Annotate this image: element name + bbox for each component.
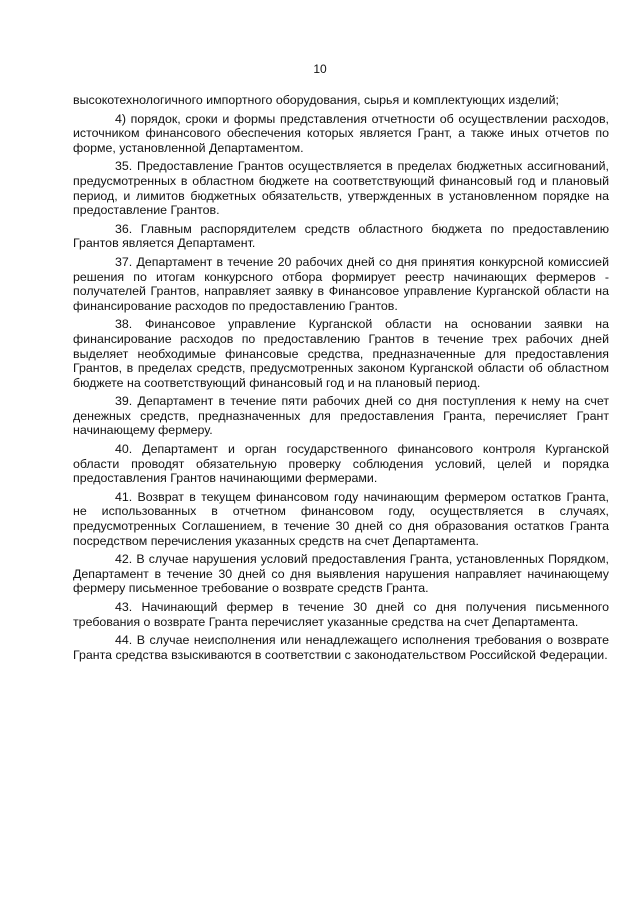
document-body	[73, 93, 609, 666]
paragraph-41: 41. Возврат в текущем финансовом году начинающим фермером остатков Гранта, не использованных в отчетном финансовом году, осуществляется в случаях, предусмотренных Соглашением, в течение 30 дней со дня образования остатков Гранта посредством перечисления указанных средств на счет Департамента.	[73, 489, 609, 548]
paragraph-item-4: 4) порядок, сроки и формы представления отчетности об осуществлении расходов, источником финансового обеспечения которых является Грант, а также иных отчетов по форме, установленной Департаментом.	[73, 111, 609, 155]
paragraph-35: 35. Предоставление Грантов осуществляется в пределах бюджетных ассигнований, предусмотренных в областном бюджете на соответствующий финансовый год и плановый период, и лимитов бюджетных обязательств, утвержденных в установленном порядке на предоставление Грантов.	[73, 159, 609, 218]
paragraph-44: 44. В случае неисполнения или ненадлежащего исполнения требования о возврате Гранта средства взыскиваются в соответствии с законодательством Российской Федерации.	[73, 633, 609, 662]
page-number: 10	[313, 62, 327, 76]
paragraph-36: 36. Главным распорядителем средств областного бюджета по предоставлению Грантов является Департамент.	[73, 221, 609, 251]
paragraph-42: 42. В случае нарушения условий предоставления Гранта, установленных Порядком, Департамент в течение 30 дней со дня выявления нарушения направляет начинающему фермеру письменное требование о возврате средств Гранта.	[73, 552, 609, 596]
paragraph-39: 39. Департамент в течение пяти рабочих дней со дня поступления к нему на счет денежных средств, предназначенных для предоставления Гранта, перечисляет Грант начинающему фермеру.	[73, 394, 609, 438]
paragraph-continuation: высокотехнологичного импортного оборудования, сырья и комплектующих изделий;	[73, 93, 559, 107]
paragraph-40: 40. Департамент и орган государственного финансового контроля Курганской области проводят обязательную проверку соблюдения условий, целей и порядка предоставления Грантов начинающими фермерами.	[73, 442, 609, 486]
paragraph-38: 38. Финансовое управление Курганской области на основании заявки на финансирование расходов по предоставлению Грантов в течение трех рабочих дней выделяет необходимые финансовые средства, предназначенные для предоставления Грантов, в пределах средств, предусмотренных законом Курганской области об областном бюджете на соответствующий финансовый год и на плановый период.	[73, 317, 609, 390]
paragraph-37: 37. Департамент в течение 20 рабочих дней со дня принятия конкурсной комиссией решения по итогам конкурсного отбора формирует реестр начинающих фермеров - получателей Грантов, направляет заявку в Финансовое управление Курганской области на финансирование расходов по предоставлению Грантов.	[73, 254, 609, 313]
paragraph-43: 43. Начинающий фермер в течение 30 дней со дня получения письменного требования о возврате Гранта перечисляет указанные средства на счет Департамента.	[73, 600, 609, 629]
